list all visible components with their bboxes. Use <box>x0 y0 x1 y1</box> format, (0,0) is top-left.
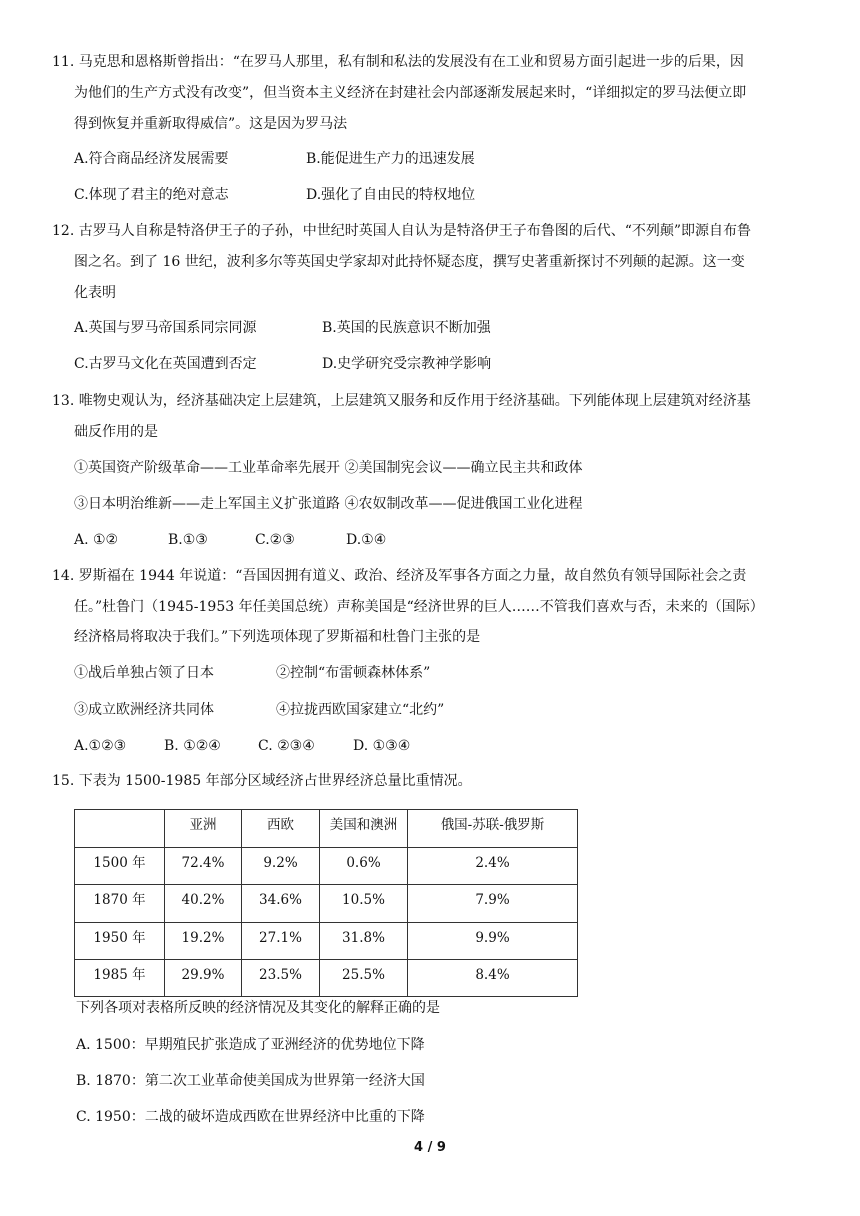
q12-stem-line2: 图之名。到了 16 世纪，波利多尔等英国史学家却对此持怀疑态度，撰写史著重新探讨不列颠的起源。这一变 <box>74 254 745 270</box>
table-cell: 9.9% <box>408 922 578 959</box>
q14-stem-line1: 14. 罗斯福在 1944 年说道：“吾国因拥有道义、政治、经济及军事各方面之力量，故自然负有领导国际社会之责 <box>52 568 747 584</box>
economy-share-table <box>74 809 578 997</box>
table-row <box>75 922 578 959</box>
table-header-cell: 西欧 <box>242 810 320 848</box>
table-cell: 9.2% <box>242 848 320 885</box>
q11-option-b: B.能促进生产力的迅速发展 <box>306 151 475 167</box>
q14-statement-4: ④拉拢西欧国家建立“北约” <box>276 702 445 718</box>
q14-statement-1: ①战后单独占领了日本 <box>74 665 214 681</box>
q14-stem-line3: 经济格局将取决于我们。”下列选项体现了罗斯福和杜鲁门主张的是 <box>74 629 481 645</box>
q13-stem-line2: 础反作用的是 <box>74 424 158 440</box>
table-cell: 7.9% <box>408 885 578 922</box>
q14-option-a: A.①②③ <box>74 738 127 754</box>
table-row <box>75 885 578 922</box>
q11-option-c: C.体现了君主的绝对意志 <box>74 187 229 203</box>
table-cell: 0.6% <box>320 848 408 885</box>
table-cell: 1500 年 <box>75 848 165 885</box>
q12-stem-line1: 12. 古罗马人自称是特洛伊王子的子孙，中世纪时英国人自认为是特洛伊王子布鲁图的后代、“不列颠”即源自布鲁 <box>52 223 752 239</box>
q13-option-d: D.①④ <box>346 532 387 548</box>
q15-table-question: 下列各项对表格所反映的经济情况及其变化的解释正确的是 <box>76 1000 440 1016</box>
table-cell: 1870 年 <box>75 885 165 922</box>
q14-stem-line2: 任。”杜鲁门（1945-1953 年任美国总统）声称美国是“经济世界的巨人……不管我们喜欢与否，未来的（国际） <box>74 599 764 615</box>
table-row <box>75 848 578 885</box>
q15-option-b: B. 1870：第二次工业革命使美国成为世界第一经济大国 <box>76 1073 425 1089</box>
q14-option-b: B. ①②④ <box>164 738 221 754</box>
q13-option-b: B.①③ <box>168 532 208 548</box>
table-header-cell: 俄国-苏联-俄罗斯 <box>408 810 578 848</box>
q11-stem-line2: 为他们的生产方式没有改变”，但当资本主义经济在封建社会内部逐渐发展起来时，“详细拟定的罗马法便立即 <box>74 85 747 101</box>
q12-option-d: D.史学研究受宗教神学影响 <box>322 356 492 372</box>
q13-stem-line1: 13. 唯物史观认为，经济基础决定上层建筑，上层建筑又服务和反作用于经济基础。下列能体现上层建筑对经济基 <box>52 393 751 409</box>
q14-option-d: D. ①③④ <box>353 738 411 754</box>
table-cell: 29.9% <box>165 959 242 996</box>
q11-option-d: D.强化了自由民的特权地位 <box>306 187 476 203</box>
table-cell: 40.2% <box>165 885 242 922</box>
q11-stem-line3: 得到恢复并重新取得威信”。这是因为罗马法 <box>74 116 348 132</box>
q15-stem: 15. 下表为 1500-1985 年部分区域经济占世界经济总量比重情况。 <box>52 773 472 789</box>
q13-option-c: C.②③ <box>255 532 295 548</box>
table-cell: 2.4% <box>408 848 578 885</box>
q14-option-c: C. ②③④ <box>258 738 315 754</box>
q14-statement-3: ③成立欧洲经济共同体 <box>74 702 214 718</box>
q12-option-c: C.古罗马文化在英国遭到否定 <box>74 356 257 372</box>
q12-option-b: B.英国的民族意识不断加强 <box>322 320 491 336</box>
q11-stem-line1: 11. 马克思和恩格斯曾指出：“在罗马人那里，私有制和私法的发展没有在工业和贸易方面引起进一步的后果，因 <box>52 54 744 70</box>
table-cell: 34.6% <box>242 885 320 922</box>
table-cell: 8.4% <box>408 959 578 996</box>
q11-option-a: A.符合商品经济发展需要 <box>74 151 229 167</box>
q13-option-a: A. ①② <box>74 532 119 548</box>
q14-statement-2: ②控制“布雷顿森林体系” <box>276 665 431 681</box>
table-cell: 1950 年 <box>75 922 165 959</box>
table-cell: 19.2% <box>165 922 242 959</box>
table-cell: 23.5% <box>242 959 320 996</box>
q12-stem-line3: 化表明 <box>74 285 116 301</box>
table-header-cell: 亚洲 <box>165 810 242 848</box>
table-header-row <box>75 810 578 848</box>
table-cell: 72.4% <box>165 848 242 885</box>
table-row <box>75 959 578 996</box>
table-cell: 31.8% <box>320 922 408 959</box>
q13-statement-3-4: ③日本明治维新——走上军国主义扩张道路 ④农奴制改革——促进俄国工业化进程 <box>74 496 583 512</box>
q13-statement-1-2: ①英国资产阶级革命——工业革命率先展开 ②美国制宪会议——确立民主共和政体 <box>74 460 583 476</box>
page-indicator: 4 / 9 <box>414 1140 446 1155</box>
table-cell: 1985 年 <box>75 959 165 996</box>
q15-option-c: C. 1950：二战的破坏造成西欧在世界经济中比重的下降 <box>76 1109 425 1125</box>
q12-option-a: A.英国与罗马帝国系同宗同源 <box>74 320 257 336</box>
table-cell: 10.5% <box>320 885 408 922</box>
table-cell: 25.5% <box>320 959 408 996</box>
table-cell: 27.1% <box>242 922 320 959</box>
table-header-cell <box>75 810 165 848</box>
q15-option-a: A. 1500：早期殖民扩张造成了亚洲经济的优势地位下降 <box>76 1037 425 1053</box>
table-header-cell: 美国和澳洲 <box>320 810 408 848</box>
